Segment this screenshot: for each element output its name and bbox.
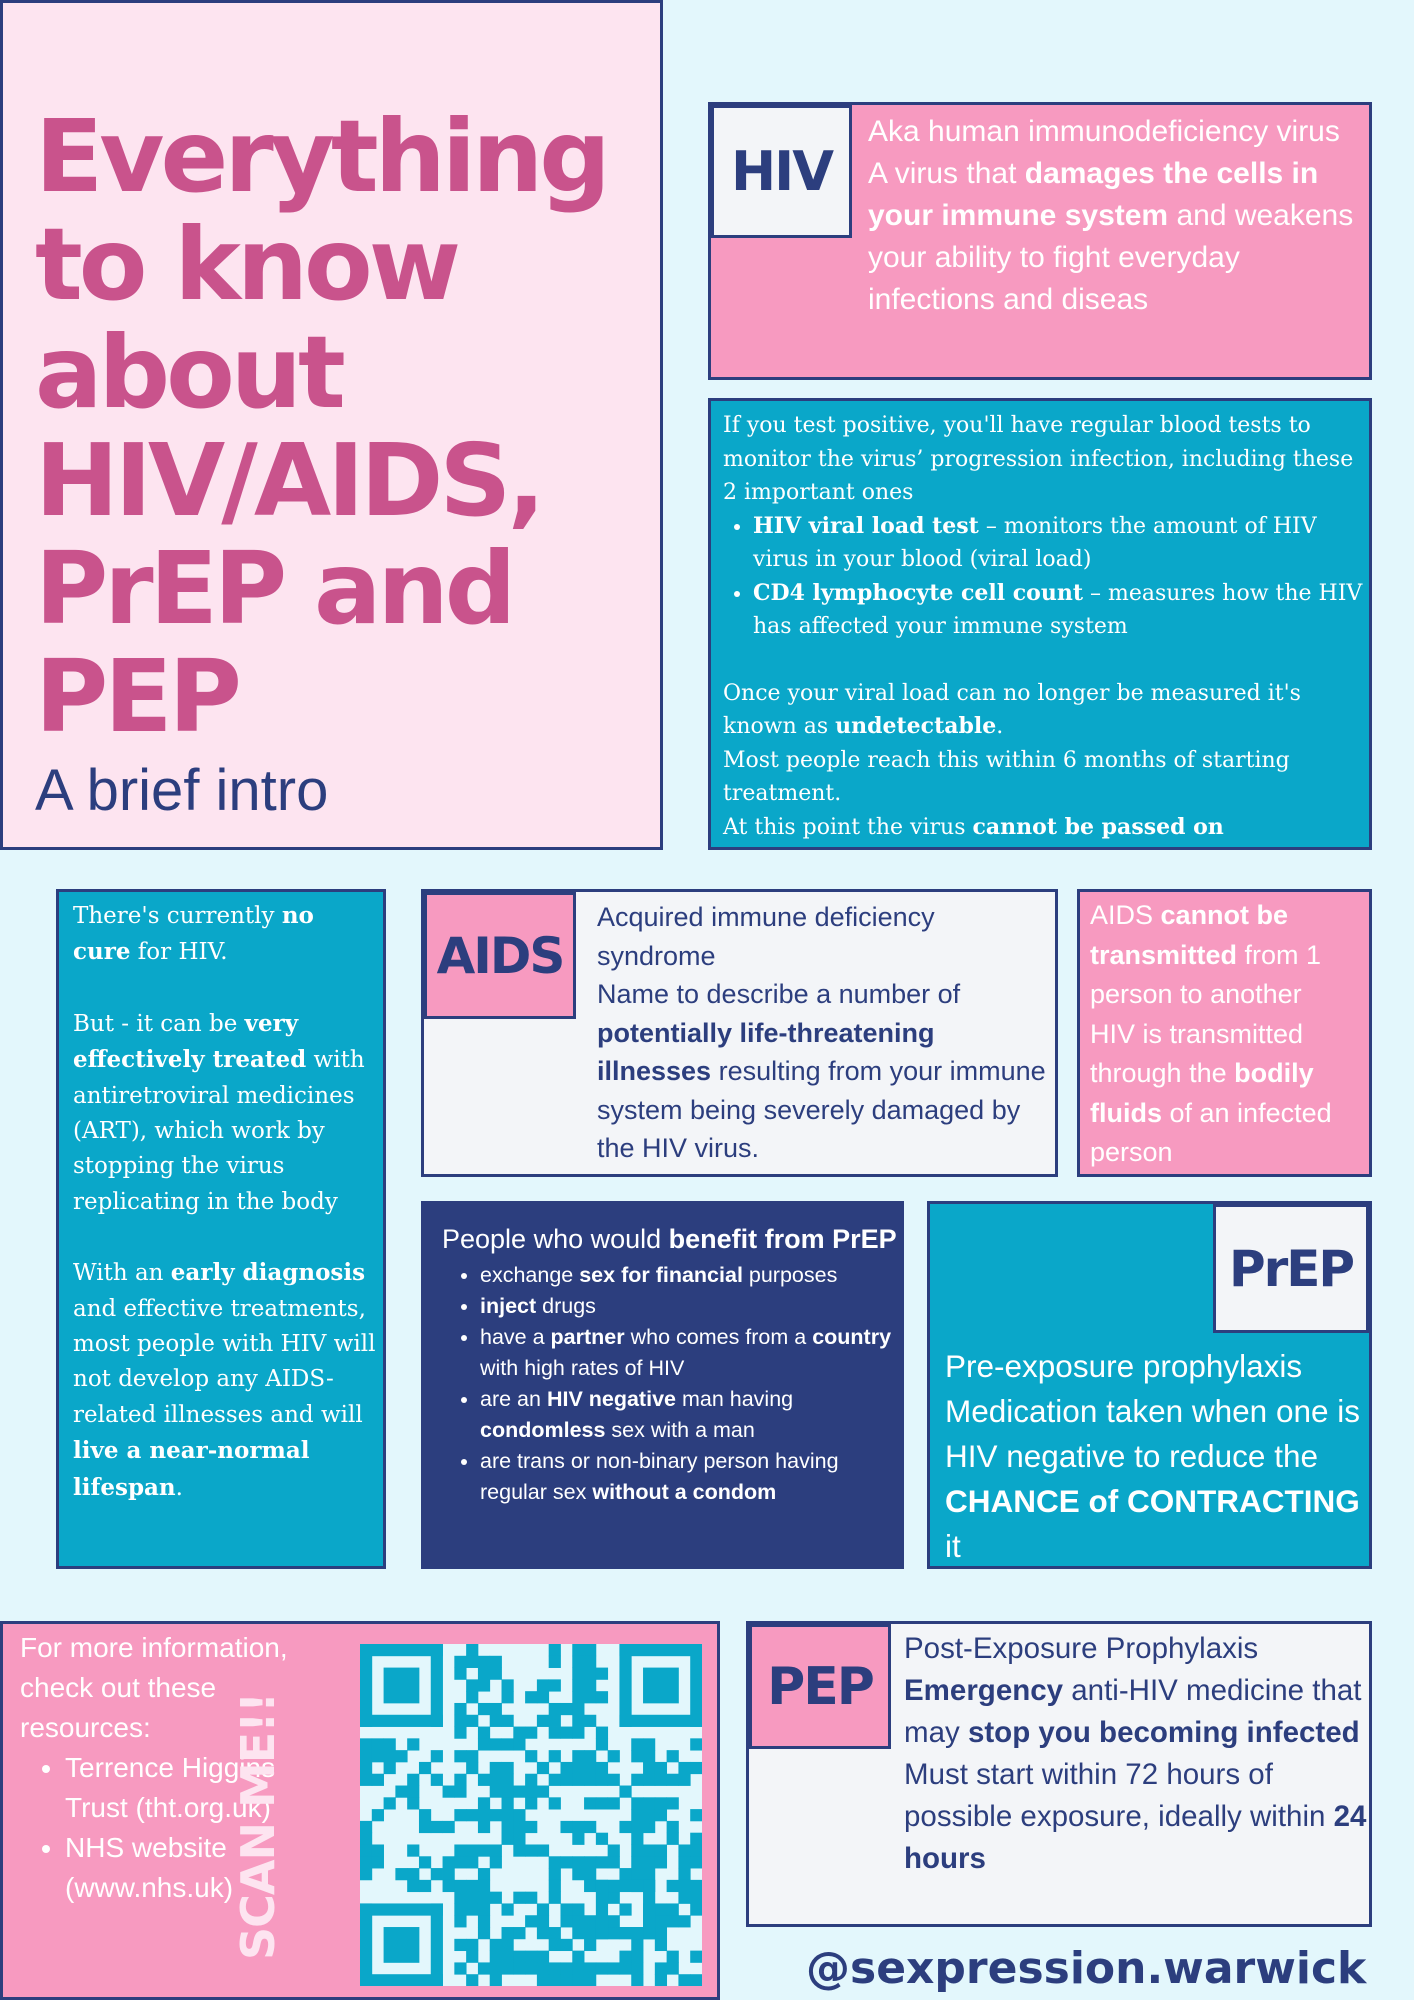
title-line: PrEP and: [35, 530, 513, 647]
subtitle: A brief intro: [35, 758, 329, 823]
title-line: PEP: [35, 638, 238, 755]
hiv-transmitted: HIV is transmitted through the bodily fluids of an infected person: [1090, 1018, 1332, 1167]
list-item: • are trans or non-binary person having regular sex without a condom: [480, 1446, 897, 1508]
hiv-aka: Aka human immunodeficiency virus: [868, 115, 1340, 148]
title-line: to know: [35, 206, 458, 323]
prep-description: Medication taken when one is HIV negative to reduce the CHANCE of CONTRACTING it: [945, 1393, 1361, 1564]
qr-code-image: [360, 1644, 702, 1986]
pep-timing: Must start within 72 hours of possible exposure, ideally within 24 hours: [904, 1758, 1367, 1875]
list-item: • CD4 lymphocyte cell count – measures how the HIV has affected your immune system: [753, 577, 1363, 644]
resources-panel: [0, 1621, 720, 2000]
title-panel: [0, 0, 663, 850]
list-item: • exchange sex for financial purposes: [480, 1260, 897, 1291]
list-item: • are an HIV negative man having condomless sex with a man: [480, 1384, 897, 1446]
hiv-description: [868, 111, 1358, 321]
prep-tag: PrEP: [1213, 1204, 1369, 1333]
list-item: • inject drugs: [480, 1291, 897, 1322]
list-item: • HIV viral load test – monitors the amount of HIV virus in your blood (viral load): [753, 510, 1363, 577]
title-line: about: [35, 314, 342, 431]
hiv-tag: HIV: [711, 105, 852, 238]
cannot-pass-note: At this point the virus cannot be passed on: [723, 813, 1224, 840]
pep-description: Emergency anti-HIV medicine that may stop you becoming infected: [904, 1674, 1362, 1749]
hiv-desc: A virus that damages the cells in your immune system and weakens your ability to fight everyday infections and diseas: [868, 157, 1354, 316]
list-item: • Terrence Higgins Trust (tht.org.uk): [65, 1748, 290, 1828]
pep-full-name: Post-Exposure Prophylaxis: [904, 1632, 1259, 1665]
benefit-list: [442, 1260, 897, 1508]
social-handle[interactable]: @sexpression.warwick: [806, 1943, 1367, 1994]
benefit-heading: People who would benefit from PrEP: [442, 1224, 897, 1254]
prep-candidates-panel: [421, 1201, 904, 1569]
six-months-note: Most people reach this within 6 months of starting treatment.: [723, 747, 1290, 806]
aids-not-transmitted: AIDS cannot be transmitted from 1 person to another: [1090, 900, 1322, 1009]
qr-code[interactable]: [360, 1644, 702, 1986]
treatment-panel: [56, 889, 386, 1569]
tests-list: [723, 510, 1363, 644]
transmission-panel: [1077, 889, 1372, 1177]
aids-tag: AIDS: [424, 892, 576, 1019]
title-line: HIV/AIDS,: [35, 422, 542, 539]
main-title: [35, 98, 655, 755]
title-line: Everything: [35, 98, 607, 215]
aids-description: Name to describe a number of potentially life-threatening illnesses resulting from your immune system being severely damaged by the HIV virus.: [597, 979, 1046, 1163]
prep-full-name: Pre-exposure prophylaxis: [945, 1348, 1303, 1384]
tests-intro: If you test positive, you'll have regular blood tests to monitor the virus’ progression infection, including these 2 important ones: [723, 413, 1354, 505]
blood-tests-panel: [708, 398, 1372, 850]
aids-full-name: Acquired immune deficiency syndrome: [597, 902, 935, 971]
early-diagnosis-text: With an early diagnosis and effective treatments, most people with HIV will not develop any AIDS-related illnesses and will live a near-normal lifespan.: [73, 1259, 376, 1501]
treatment-text: But - it can be very effectively treated with antiretroviral medicines (ART), which work by stopping the virus replicating in the body: [73, 1009, 365, 1215]
list-item: • NHS website (www.nhs.uk): [65, 1828, 290, 1908]
scan-me-label: SCAN ME!!: [231, 1692, 285, 1960]
pep-tag: PEP: [749, 1624, 891, 1749]
list-item: • have a partner who comes from a country with high rates of HIV: [480, 1322, 897, 1384]
no-cure-text: There's currently no cure for HIV.: [73, 902, 314, 966]
undetectable-note: Once your viral load can no longer be measured it's known as undetectable.: [723, 680, 1301, 739]
resources-intro: For more information, check out these resources:: [20, 1632, 288, 1743]
